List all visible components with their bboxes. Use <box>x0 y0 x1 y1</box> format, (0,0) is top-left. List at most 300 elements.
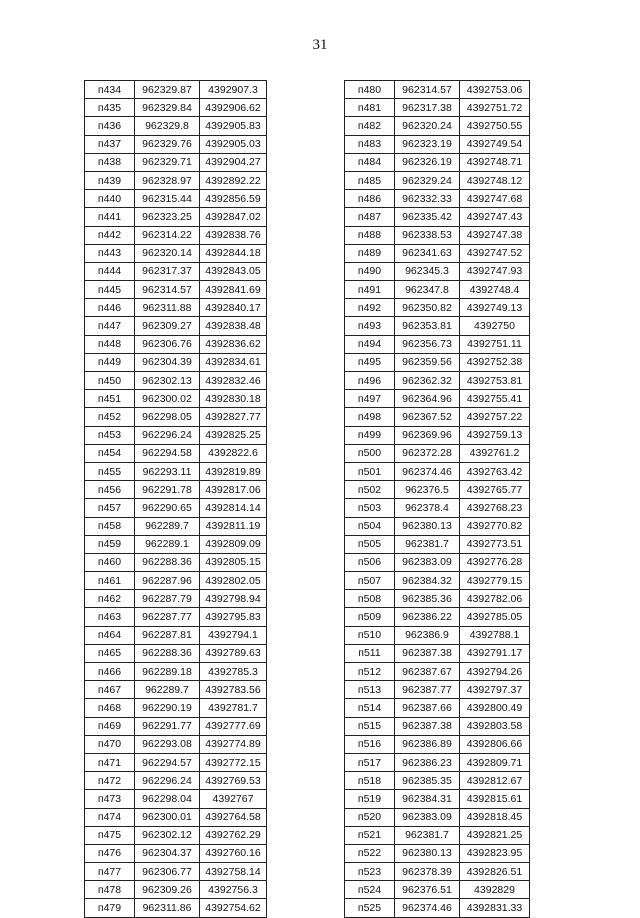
table-row <box>85 735 267 753</box>
x-coordinate-cell: 962384.31 <box>395 790 460 808</box>
table-row <box>85 881 267 899</box>
x-coordinate-cell: 962335.42 <box>395 208 460 226</box>
point-id-cell: п485 <box>345 171 395 189</box>
table-row <box>345 826 530 844</box>
y-coordinate-cell: 4392823.95 <box>460 844 530 862</box>
point-id-cell: п516 <box>345 735 395 753</box>
point-id-cell: п461 <box>85 572 135 590</box>
table-row <box>345 863 530 881</box>
x-coordinate-cell: 962287.79 <box>135 590 200 608</box>
x-coordinate-cell: 962323.19 <box>395 135 460 153</box>
table-row <box>85 644 267 662</box>
point-id-cell: п455 <box>85 462 135 480</box>
x-coordinate-cell: 962385.36 <box>395 590 460 608</box>
x-coordinate-cell: 962329.8 <box>135 117 200 135</box>
table-row <box>85 426 267 444</box>
x-coordinate-cell: 962293.11 <box>135 462 200 480</box>
y-coordinate-cell: 4392751.11 <box>460 335 530 353</box>
table-row <box>345 535 530 553</box>
x-coordinate-cell: 962350.82 <box>395 299 460 317</box>
point-id-cell: п453 <box>85 426 135 444</box>
x-coordinate-cell: 962380.13 <box>395 517 460 535</box>
x-coordinate-cell: 962314.57 <box>135 281 200 299</box>
point-id-cell: п491 <box>345 281 395 299</box>
y-coordinate-cell: 4392856.59 <box>200 190 267 208</box>
y-coordinate-cell: 4392752.38 <box>460 353 530 371</box>
x-coordinate-cell: 962304.39 <box>135 353 200 371</box>
x-coordinate-cell: 962290.65 <box>135 499 200 517</box>
y-coordinate-cell: 4392751.72 <box>460 99 530 117</box>
y-coordinate-cell: 4392776.28 <box>460 553 530 571</box>
point-id-cell: п473 <box>85 790 135 808</box>
table-row <box>85 244 267 262</box>
point-id-cell: п515 <box>345 717 395 735</box>
y-coordinate-cell: 4392795.83 <box>200 608 267 626</box>
point-id-cell: п458 <box>85 517 135 535</box>
y-coordinate-cell: 4392818.45 <box>460 808 530 826</box>
y-coordinate-cell: 4392847.02 <box>200 208 267 226</box>
coordinates-table-left <box>84 80 267 918</box>
x-coordinate-cell: 962311.86 <box>135 899 200 917</box>
x-coordinate-cell: 962296.24 <box>135 772 200 790</box>
x-coordinate-cell: 962314.22 <box>135 226 200 244</box>
table-row <box>345 481 530 499</box>
x-coordinate-cell: 962381.7 <box>395 535 460 553</box>
y-coordinate-cell: 4392756.3 <box>200 881 267 899</box>
point-id-cell: п435 <box>85 99 135 117</box>
x-coordinate-cell: 962289.1 <box>135 535 200 553</box>
table-row <box>85 171 267 189</box>
y-coordinate-cell: 4392892.22 <box>200 171 267 189</box>
x-coordinate-cell: 962291.77 <box>135 717 200 735</box>
point-id-cell: п450 <box>85 372 135 390</box>
y-coordinate-cell: 4392747.43 <box>460 208 530 226</box>
x-coordinate-cell: 962287.96 <box>135 572 200 590</box>
table-row <box>345 390 530 408</box>
y-coordinate-cell: 4392805.15 <box>200 553 267 571</box>
y-coordinate-cell: 4392907.3 <box>200 81 267 99</box>
y-coordinate-cell: 4392797.37 <box>460 681 530 699</box>
table-row <box>85 517 267 535</box>
point-id-cell: п477 <box>85 863 135 881</box>
y-coordinate-cell: 4392767 <box>200 790 267 808</box>
table-row <box>345 244 530 262</box>
table-row <box>345 608 530 626</box>
y-coordinate-cell: 4392748.4 <box>460 281 530 299</box>
table-row <box>345 644 530 662</box>
x-coordinate-cell: 962320.14 <box>135 244 200 262</box>
y-coordinate-cell: 4392791.17 <box>460 644 530 662</box>
y-coordinate-cell: 4392838.48 <box>200 317 267 335</box>
y-coordinate-cell: 4392785.05 <box>460 608 530 626</box>
y-coordinate-cell: 4392841.69 <box>200 281 267 299</box>
point-id-cell: п487 <box>345 208 395 226</box>
x-coordinate-cell: 962378.39 <box>395 863 460 881</box>
x-coordinate-cell: 962369.96 <box>395 426 460 444</box>
y-coordinate-cell: 4392749.54 <box>460 135 530 153</box>
y-coordinate-cell: 4392840.17 <box>200 299 267 317</box>
x-coordinate-cell: 962288.36 <box>135 553 200 571</box>
point-id-cell: п476 <box>85 844 135 862</box>
point-id-cell: п462 <box>85 590 135 608</box>
point-id-cell: п523 <box>345 863 395 881</box>
y-coordinate-cell: 4392825.25 <box>200 426 267 444</box>
table-row <box>85 553 267 571</box>
point-id-cell: п449 <box>85 353 135 371</box>
x-coordinate-cell: 962386.89 <box>395 735 460 753</box>
table-row <box>85 299 267 317</box>
x-coordinate-cell: 962362.32 <box>395 372 460 390</box>
table-row <box>345 281 530 299</box>
table-row <box>85 190 267 208</box>
table-row <box>345 372 530 390</box>
y-coordinate-cell: 4392777.69 <box>200 717 267 735</box>
x-coordinate-cell: 962378.4 <box>395 499 460 517</box>
y-coordinate-cell: 4392755.41 <box>460 390 530 408</box>
x-coordinate-cell: 962385.35 <box>395 772 460 790</box>
table-row <box>345 753 530 771</box>
table-row <box>345 663 530 681</box>
point-id-cell: п447 <box>85 317 135 335</box>
y-coordinate-cell: 4392836.62 <box>200 335 267 353</box>
y-coordinate-cell: 4392831.33 <box>460 899 530 917</box>
x-coordinate-cell: 962376.51 <box>395 881 460 899</box>
table-row <box>345 171 530 189</box>
table-row <box>345 699 530 717</box>
point-id-cell: п451 <box>85 390 135 408</box>
x-coordinate-cell: 962314.57 <box>395 81 460 99</box>
table-row <box>345 881 530 899</box>
page-number: 31 <box>312 37 328 53</box>
point-id-cell: п498 <box>345 408 395 426</box>
y-coordinate-cell: 4392826.51 <box>460 863 530 881</box>
y-coordinate-cell: 4392812.67 <box>460 772 530 790</box>
table-row <box>85 390 267 408</box>
point-id-cell: п434 <box>85 81 135 99</box>
point-id-cell: п479 <box>85 899 135 917</box>
y-coordinate-cell: 4392904.27 <box>200 153 267 171</box>
y-coordinate-cell: 4392822.6 <box>200 444 267 462</box>
point-id-cell: п441 <box>85 208 135 226</box>
x-coordinate-cell: 962345.3 <box>395 262 460 280</box>
y-coordinate-cell: 4392747.38 <box>460 226 530 244</box>
x-coordinate-cell: 962386.9 <box>395 626 460 644</box>
y-coordinate-cell: 4392832.46 <box>200 372 267 390</box>
x-coordinate-cell: 962381.7 <box>395 826 460 844</box>
table-row <box>345 317 530 335</box>
y-coordinate-cell: 4392773.51 <box>460 535 530 553</box>
y-coordinate-cell: 4392770.82 <box>460 517 530 535</box>
table-row <box>345 226 530 244</box>
y-coordinate-cell: 4392769.53 <box>200 772 267 790</box>
x-coordinate-cell: 962317.37 <box>135 262 200 280</box>
point-id-cell: п437 <box>85 135 135 153</box>
table-row <box>345 299 530 317</box>
y-coordinate-cell: 4392765.77 <box>460 481 530 499</box>
point-id-cell: п525 <box>345 899 395 917</box>
point-id-cell: п442 <box>85 226 135 244</box>
table-row <box>85 717 267 735</box>
table-row <box>345 735 530 753</box>
x-coordinate-cell: 962300.01 <box>135 808 200 826</box>
x-coordinate-cell: 962315.44 <box>135 190 200 208</box>
point-id-cell: п506 <box>345 553 395 571</box>
point-id-cell: п499 <box>345 426 395 444</box>
table-row <box>85 208 267 226</box>
x-coordinate-cell: 962386.22 <box>395 608 460 626</box>
x-coordinate-cell: 962288.36 <box>135 644 200 662</box>
table-row <box>85 863 267 881</box>
point-id-cell: п440 <box>85 190 135 208</box>
point-id-cell: п474 <box>85 808 135 826</box>
x-coordinate-cell: 962374.46 <box>395 462 460 480</box>
x-coordinate-cell: 962341.63 <box>395 244 460 262</box>
y-coordinate-cell: 4392749.13 <box>460 299 530 317</box>
point-id-cell: п507 <box>345 572 395 590</box>
table-row <box>85 663 267 681</box>
x-coordinate-cell: 962306.77 <box>135 863 200 881</box>
y-coordinate-cell: 4392748.12 <box>460 171 530 189</box>
table-row <box>345 408 530 426</box>
table-row <box>345 462 530 480</box>
y-coordinate-cell: 4392750.55 <box>460 117 530 135</box>
point-id-cell: п436 <box>85 117 135 135</box>
y-coordinate-cell: 4392906.62 <box>200 99 267 117</box>
table-row <box>85 808 267 826</box>
table-row <box>345 590 530 608</box>
table-row <box>85 117 267 135</box>
x-coordinate-cell: 962302.12 <box>135 826 200 844</box>
table-row <box>85 572 267 590</box>
y-coordinate-cell: 4392905.03 <box>200 135 267 153</box>
table-row <box>345 772 530 790</box>
table-row <box>85 353 267 371</box>
point-id-cell: п522 <box>345 844 395 862</box>
y-coordinate-cell: 4392806.66 <box>460 735 530 753</box>
y-coordinate-cell: 4392809.71 <box>460 753 530 771</box>
x-coordinate-cell: 962317.38 <box>395 99 460 117</box>
x-coordinate-cell: 962298.04 <box>135 790 200 808</box>
point-id-cell: п439 <box>85 171 135 189</box>
table-row <box>345 572 530 590</box>
point-id-cell: п489 <box>345 244 395 262</box>
x-coordinate-cell: 962367.52 <box>395 408 460 426</box>
point-id-cell: п481 <box>345 99 395 117</box>
point-id-cell: п486 <box>345 190 395 208</box>
x-coordinate-cell: 962387.66 <box>395 699 460 717</box>
table-row <box>345 499 530 517</box>
point-id-cell: п478 <box>85 881 135 899</box>
table-row <box>85 481 267 499</box>
x-coordinate-cell: 962320.24 <box>395 117 460 135</box>
table-row <box>85 590 267 608</box>
table-row <box>85 462 267 480</box>
coordinates-table-right <box>344 80 530 918</box>
point-id-cell: п511 <box>345 644 395 662</box>
x-coordinate-cell: 962332.33 <box>395 190 460 208</box>
point-id-cell: п524 <box>345 881 395 899</box>
y-coordinate-cell: 4392798.94 <box>200 590 267 608</box>
table-row <box>345 153 530 171</box>
y-coordinate-cell: 4392772.15 <box>200 753 267 771</box>
point-id-cell: п503 <box>345 499 395 517</box>
point-id-cell: п514 <box>345 699 395 717</box>
y-coordinate-cell: 4392747.68 <box>460 190 530 208</box>
table-row <box>345 353 530 371</box>
x-coordinate-cell: 962380.13 <box>395 844 460 862</box>
x-coordinate-cell: 962326.19 <box>395 153 460 171</box>
table-row <box>85 335 267 353</box>
y-coordinate-cell: 4392809.09 <box>200 535 267 553</box>
table-row <box>345 99 530 117</box>
x-coordinate-cell: 962328.97 <box>135 171 200 189</box>
y-coordinate-cell: 4392759.13 <box>460 426 530 444</box>
point-id-cell: п463 <box>85 608 135 626</box>
y-coordinate-cell: 4392811.19 <box>200 517 267 535</box>
x-coordinate-cell: 962353.81 <box>395 317 460 335</box>
table-row <box>345 899 530 917</box>
x-coordinate-cell: 962376.5 <box>395 481 460 499</box>
x-coordinate-cell: 962311.88 <box>135 299 200 317</box>
point-id-cell: п466 <box>85 663 135 681</box>
table-row <box>345 81 530 99</box>
y-coordinate-cell: 4392817.06 <box>200 481 267 499</box>
table-row <box>85 608 267 626</box>
table-row <box>85 681 267 699</box>
x-coordinate-cell: 962291.78 <box>135 481 200 499</box>
x-coordinate-cell: 962384.32 <box>395 572 460 590</box>
point-id-cell: п452 <box>85 408 135 426</box>
point-id-cell: п500 <box>345 444 395 462</box>
table-row <box>85 535 267 553</box>
table-row <box>85 753 267 771</box>
point-id-cell: п443 <box>85 244 135 262</box>
point-id-cell: п444 <box>85 262 135 280</box>
table-row <box>85 262 267 280</box>
table-row <box>345 717 530 735</box>
table-row <box>85 81 267 99</box>
y-coordinate-cell: 4392750 <box>460 317 530 335</box>
table-row <box>85 499 267 517</box>
point-id-cell: п484 <box>345 153 395 171</box>
x-coordinate-cell: 962294.57 <box>135 753 200 771</box>
point-id-cell: п496 <box>345 372 395 390</box>
table-row <box>85 372 267 390</box>
y-coordinate-cell: 4392829 <box>460 881 530 899</box>
point-id-cell: п446 <box>85 299 135 317</box>
point-id-cell: п501 <box>345 462 395 480</box>
point-id-cell: п459 <box>85 535 135 553</box>
point-id-cell: п508 <box>345 590 395 608</box>
point-id-cell: п497 <box>345 390 395 408</box>
point-id-cell: п454 <box>85 444 135 462</box>
y-coordinate-cell: 4392821.25 <box>460 826 530 844</box>
table-row <box>85 281 267 299</box>
point-id-cell: п519 <box>345 790 395 808</box>
x-coordinate-cell: 962289.18 <box>135 663 200 681</box>
point-id-cell: п457 <box>85 499 135 517</box>
table-row <box>85 408 267 426</box>
x-coordinate-cell: 962298.05 <box>135 408 200 426</box>
x-coordinate-cell: 962356.73 <box>395 335 460 353</box>
table-row <box>345 444 530 462</box>
table-row <box>85 226 267 244</box>
table-row <box>345 681 530 699</box>
table-row <box>345 335 530 353</box>
point-id-cell: п518 <box>345 772 395 790</box>
point-id-cell: п468 <box>85 699 135 717</box>
y-coordinate-cell: 4392747.52 <box>460 244 530 262</box>
table-row <box>345 808 530 826</box>
x-coordinate-cell: 962387.77 <box>395 681 460 699</box>
x-coordinate-cell: 962304.37 <box>135 844 200 862</box>
x-coordinate-cell: 962372.28 <box>395 444 460 462</box>
table-row <box>345 190 530 208</box>
x-coordinate-cell: 962329.84 <box>135 99 200 117</box>
table-row <box>85 772 267 790</box>
point-id-cell: п460 <box>85 553 135 571</box>
table-row <box>345 426 530 444</box>
x-coordinate-cell: 962300.02 <box>135 390 200 408</box>
y-coordinate-cell: 4392843.05 <box>200 262 267 280</box>
point-id-cell: п465 <box>85 644 135 662</box>
y-coordinate-cell: 4392814.14 <box>200 499 267 517</box>
x-coordinate-cell: 962306.76 <box>135 335 200 353</box>
y-coordinate-cell: 4392758.14 <box>200 863 267 881</box>
x-coordinate-cell: 962287.81 <box>135 626 200 644</box>
point-id-cell: п494 <box>345 335 395 353</box>
y-coordinate-cell: 4392774.89 <box>200 735 267 753</box>
table-row <box>85 317 267 335</box>
point-id-cell: п467 <box>85 681 135 699</box>
point-id-cell: п512 <box>345 663 395 681</box>
y-coordinate-cell: 4392753.06 <box>460 81 530 99</box>
point-id-cell: п470 <box>85 735 135 753</box>
x-coordinate-cell: 962309.26 <box>135 881 200 899</box>
y-coordinate-cell: 4392760.16 <box>200 844 267 862</box>
y-coordinate-cell: 4392819.89 <box>200 462 267 480</box>
y-coordinate-cell: 4392781.7 <box>200 699 267 717</box>
y-coordinate-cell: 4392803.58 <box>460 717 530 735</box>
point-id-cell: п483 <box>345 135 395 153</box>
y-coordinate-cell: 4392827.77 <box>200 408 267 426</box>
point-id-cell: п495 <box>345 353 395 371</box>
x-coordinate-cell: 962374.46 <box>395 899 460 917</box>
y-coordinate-cell: 4392785.3 <box>200 663 267 681</box>
y-coordinate-cell: 4392844.18 <box>200 244 267 262</box>
y-coordinate-cell: 4392782.06 <box>460 590 530 608</box>
point-id-cell: п520 <box>345 808 395 826</box>
table-row <box>85 135 267 153</box>
point-id-cell: п475 <box>85 826 135 844</box>
y-coordinate-cell: 4392830.18 <box>200 390 267 408</box>
point-id-cell: п469 <box>85 717 135 735</box>
table-row <box>345 626 530 644</box>
point-id-cell: п488 <box>345 226 395 244</box>
table-row <box>345 517 530 535</box>
table-row <box>85 699 267 717</box>
point-id-cell: п510 <box>345 626 395 644</box>
point-id-cell: п502 <box>345 481 395 499</box>
point-id-cell: п456 <box>85 481 135 499</box>
x-coordinate-cell: 962364.96 <box>395 390 460 408</box>
x-coordinate-cell: 962293.08 <box>135 735 200 753</box>
x-coordinate-cell: 962329.24 <box>395 171 460 189</box>
point-id-cell: п509 <box>345 608 395 626</box>
point-id-cell: п445 <box>85 281 135 299</box>
x-coordinate-cell: 962338.53 <box>395 226 460 244</box>
y-coordinate-cell: 4392788.1 <box>460 626 530 644</box>
